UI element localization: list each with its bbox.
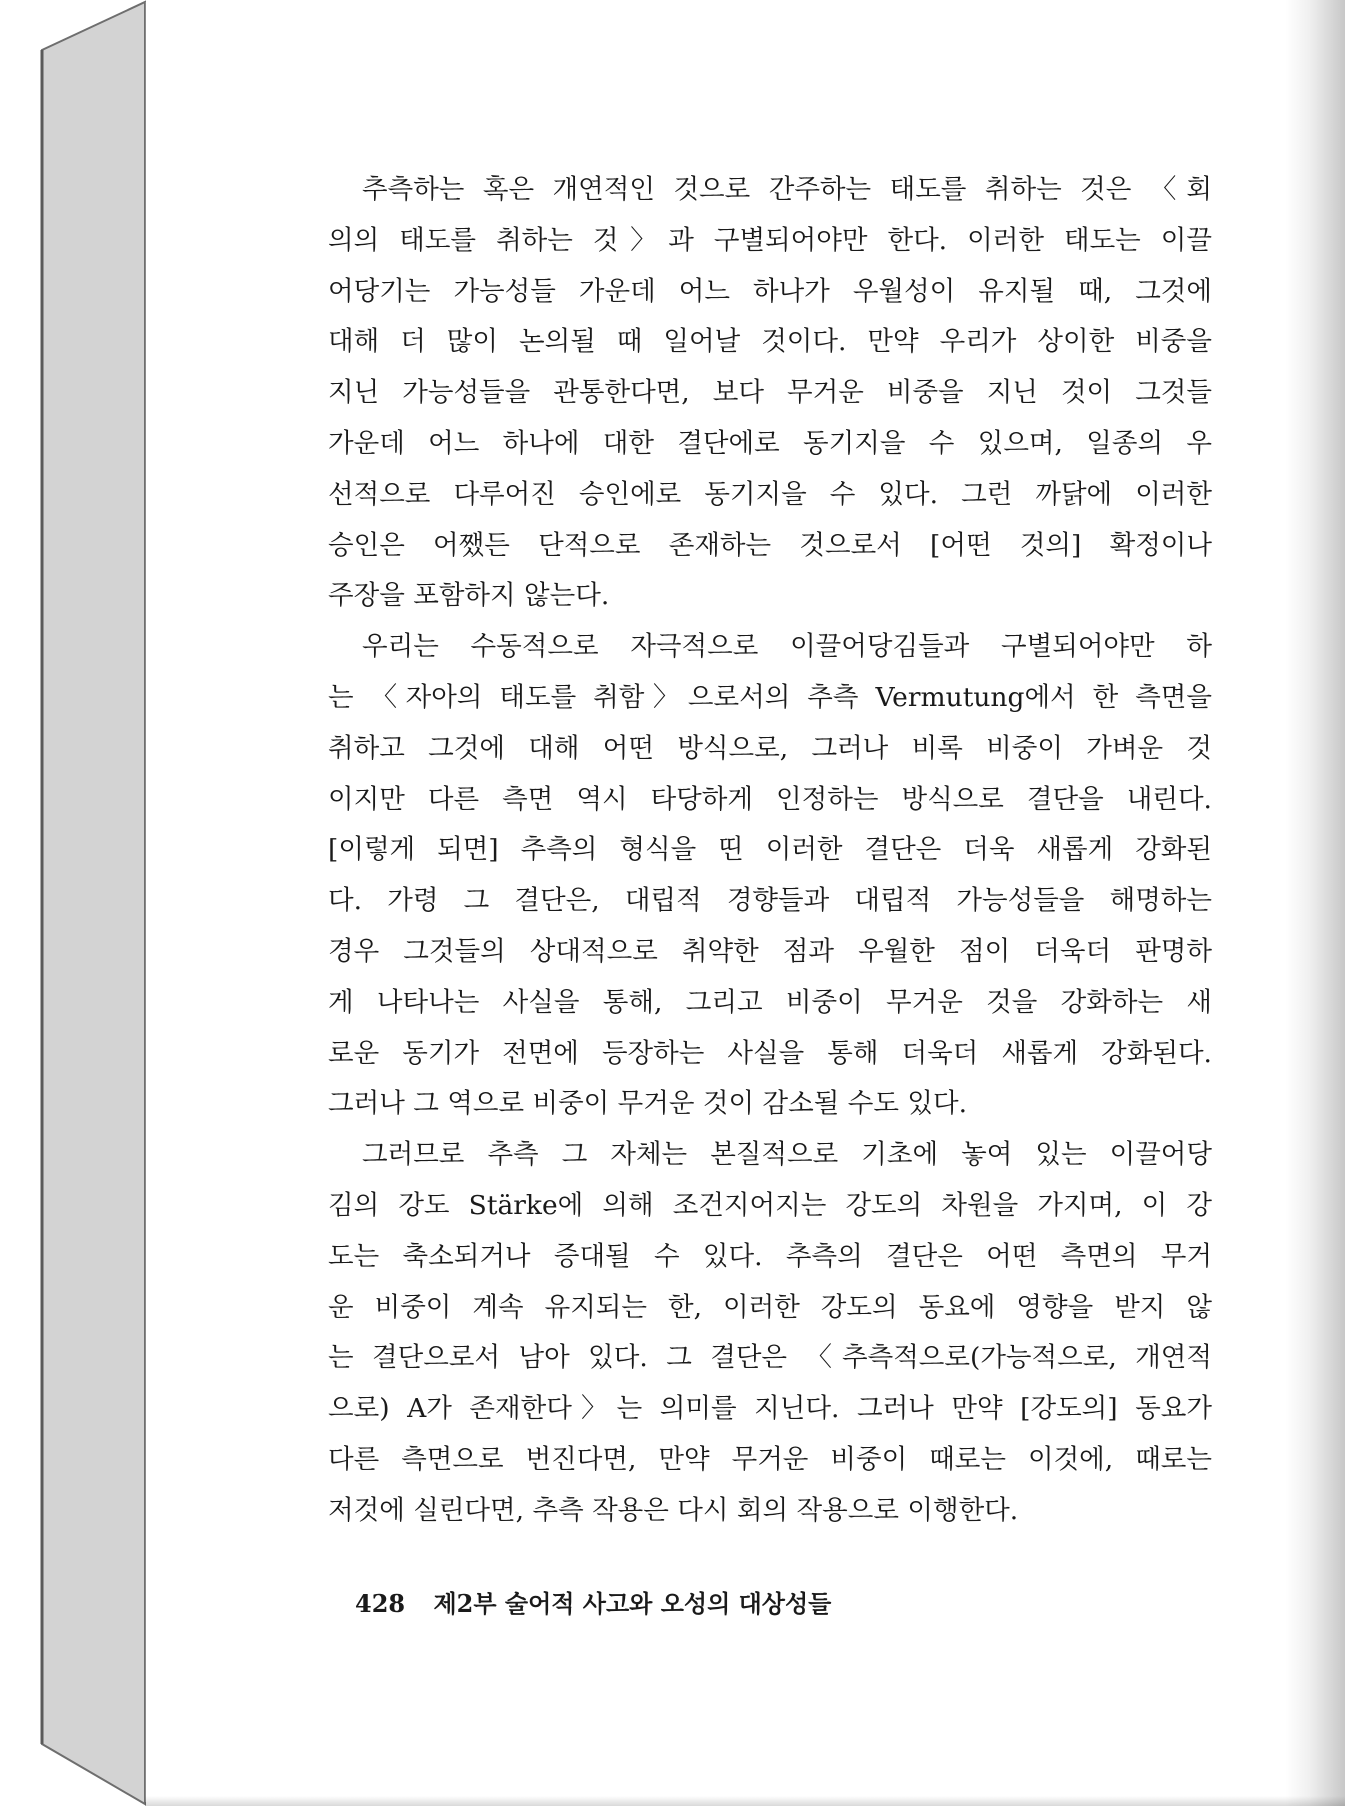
paragraph-2 — [328, 622, 1212, 1130]
text-line: 선적으로 다루어진 승인에로 동기지을 수 있다. 그런 까닭에 이러한 — [328, 478, 1212, 510]
page-bottom-shadow — [145, 1796, 1345, 1806]
text-line: 지닌 가능성들을 관통한다면, 보다 무거운 비중을 지닌 것이 그것들 — [328, 377, 1212, 409]
text-line: 로운 동기가 전면에 등장하는 사실을 통해 더욱더 새롭게 강화된다. — [328, 1037, 1212, 1069]
text-line: 우리는 수동적으로 자극적으로 이끌어당김들과 구별되어야만 하 — [362, 631, 1212, 663]
text-line: 는 결단으로서 남아 있다. 그 결단은 〈추측적으로(가능적으로, 개연적 — [328, 1342, 1212, 1374]
text-line: 이지만 다른 측면 역시 타당하게 인정하는 방식으로 결단을 내린다. — [328, 783, 1212, 815]
text-line: 경우 그것들의 상대적으로 취약한 점과 우월한 점이 더욱더 판명하 — [328, 935, 1212, 967]
text-line: 다른 측면으로 번진다면, 만약 무거운 비중이 때로는 이것에, 때로는 — [328, 1443, 1212, 1475]
text-line: 가운데 어느 하나에 대한 결단에로 동기지을 수 있으며, 일종의 우 — [328, 427, 1212, 459]
text-line: 주장을 포함하지 않는다. — [328, 580, 610, 612]
paragraph-1 — [328, 165, 1212, 622]
text-line: 의의 태도를 취하는 것〉과 구별되어야만 한다. 이러한 태도는 이끌 — [328, 224, 1212, 256]
text-line: 운 비중이 계속 유지되는 한, 이러한 강도의 동요에 영향을 받지 않 — [328, 1291, 1212, 1323]
text-line: 취하고 그것에 대해 어떤 방식으로, 그러나 비록 비중이 가벼운 것 — [328, 732, 1212, 764]
text-line: 어당기는 가능성들 가운데 어느 하나가 우월성이 유지될 때, 그것에 — [328, 275, 1212, 307]
page-footer — [355, 1584, 831, 1619]
text-line: 다. 가령 그 결단은, 대립적 경향들과 대립적 가능성들을 해명하는 — [328, 885, 1212, 917]
page-edge-shadow — [1285, 0, 1345, 1806]
text-line: 는 〈자아의 태도를 취함〉으로서의 추측 Vermutung에서 한 측면을 — [328, 681, 1212, 713]
paragraph-3 — [328, 1130, 1212, 1536]
page-number: 428 — [355, 1589, 406, 1618]
text-line: 그러므로 추측 그 자체는 본질적으로 기초에 놓여 있는 이끌어당 — [362, 1139, 1212, 1171]
text-line: 도는 축소되거나 증대될 수 있다. 추측의 결단은 어떤 측면의 무거 — [328, 1240, 1212, 1272]
text-line: [이렇게 되면] 추측의 형식을 띤 이러한 결단은 더욱 새롭게 강화된 — [328, 834, 1212, 866]
text-line: 승인은 어쨌든 단적으로 존재하는 것으로서 [어떤 것의] 확정이나 — [328, 529, 1212, 561]
text-line: 그러나 그 역으로 비중이 무거운 것이 감소될 수도 있다. — [328, 1088, 967, 1120]
text-line: 대해 더 많이 논의될 때 일어날 것이다. 만약 우리가 상이한 비중을 — [328, 326, 1212, 358]
text-line: 게 나타나는 사실을 통해, 그리고 비중이 무거운 것을 강화하는 새 — [328, 986, 1212, 1018]
text-line: 저것에 실린다면, 추측 작용은 다시 회의 작용으로 이행한다. — [328, 1494, 1019, 1526]
text-line: 추측하는 혹은 개연적인 것으로 간주하는 태도를 취하는 것은 〈회 — [362, 174, 1212, 205]
text-line: 김의 강도 Stärke에 의해 조건지어지는 강도의 차원을 가지며, 이 강 — [328, 1189, 1212, 1221]
text-line: 으로) A가 존재한다〉는 의미를 지닌다. 그러나 만약 [강도의] 동요가 — [328, 1393, 1212, 1425]
body-text — [328, 165, 1212, 1537]
running-head: 제2부 술어적 사고와 오성의 대상성들 — [433, 1589, 832, 1618]
